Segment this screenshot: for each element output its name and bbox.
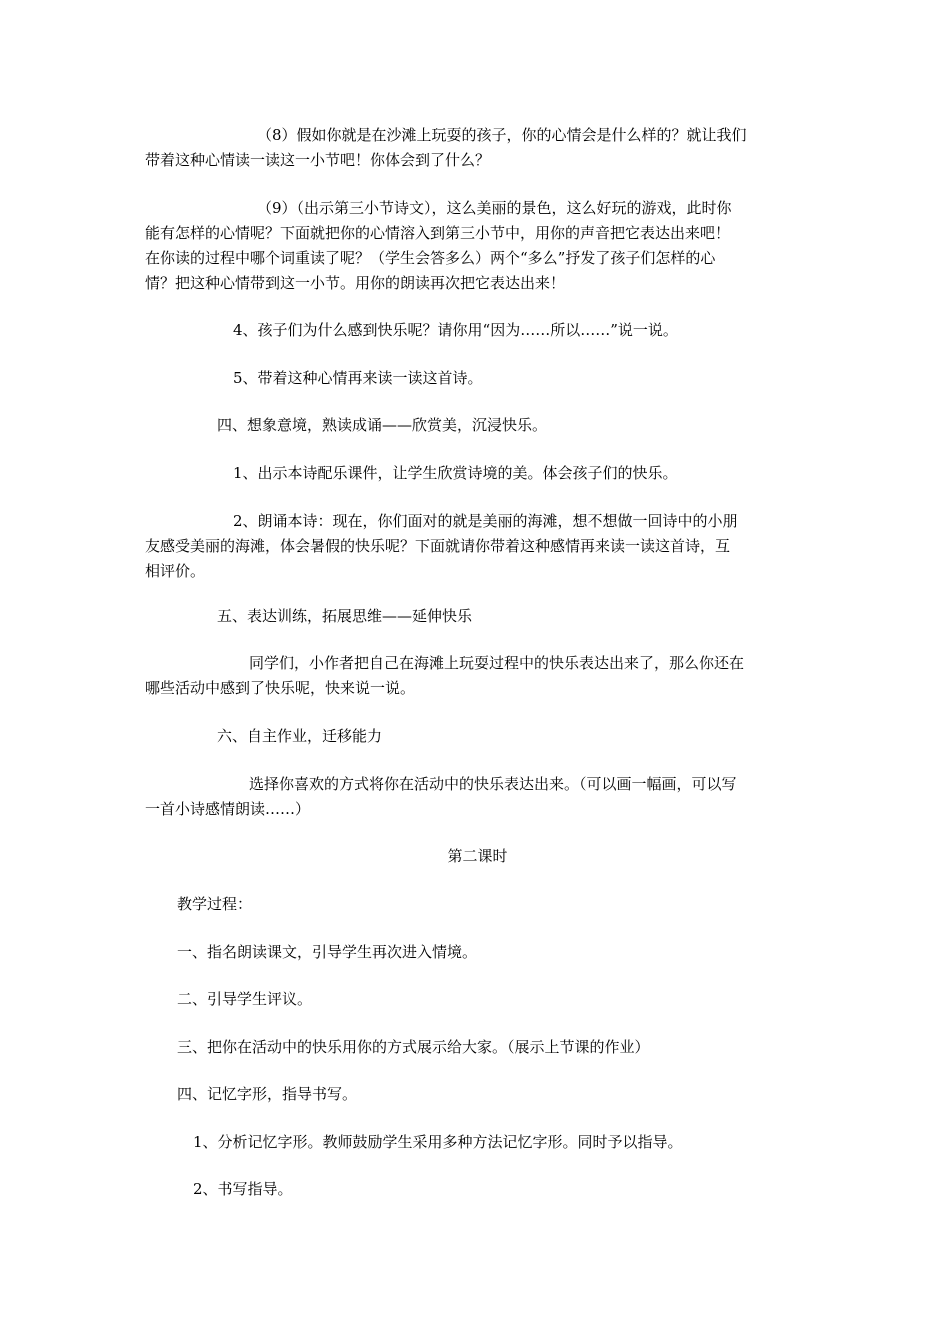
text-line: 1、出示本诗配乐课件，让学生欣赏诗境的美。体会孩子们的快乐。: [233, 464, 678, 482]
text-line: 四、记忆字形，指导书写。: [177, 1085, 358, 1103]
text-line: 在你读的过程中哪个词重读了呢？（学生会答多么）两个“多么”抒发了孩子们怎样的心: [145, 249, 716, 267]
item-4-1: [145, 461, 810, 486]
text-line: 六、自主作业，迁移能力: [217, 727, 383, 745]
text-line: （9）（出示第三小节诗文），这么美丽的景色，这么好玩的游戏，此时你: [257, 199, 732, 217]
text-line: 相评价。: [145, 562, 206, 580]
text-line: 2、朗诵本诗：现在，你们面对的就是美丽的海滩，想不想做一回诗中的小朋: [233, 512, 738, 530]
text-line: 哪些活动中感到了快乐呢，快来说一说。: [145, 679, 416, 697]
text-line: 带着这种心情读一读这一小节吧！你体会到了什么？: [145, 151, 491, 169]
text-line: 选择你喜欢的方式将你在活动中的快乐表达出来。（可以画一幅画，可以写: [249, 775, 737, 793]
lesson-step-3: [145, 1035, 810, 1060]
text-line: 一首小诗感情朗读……）: [145, 800, 311, 818]
section-heading-4: [145, 413, 810, 438]
text-line: 二、引导学生评议。: [177, 990, 313, 1008]
item-5: [145, 366, 810, 391]
paragraph-5-1: [145, 651, 810, 701]
text-line: 5、带着这种心情再来读一读这首诗。: [233, 369, 483, 387]
section-title: 第二课时: [447, 847, 508, 865]
lesson-step-4: [145, 1082, 810, 1107]
lesson-step-1: [145, 940, 810, 965]
text-line: 四、想象意境，熟读成诵——欣赏美，沉浸快乐。: [217, 416, 548, 434]
section-heading-5: [145, 604, 810, 629]
text-line: （8）假如你就是在沙滩上玩耍的孩子，你的心情会是什么样的？就让我们: [257, 126, 747, 144]
text-line: 五、表达训练，拓展思维——延伸快乐: [217, 607, 473, 625]
lesson-step-2: [145, 987, 810, 1012]
paragraph-9: [145, 196, 810, 296]
text-line: 教学过程：: [177, 895, 253, 913]
text-line: 友感受美丽的海滩，体会暑假的快乐呢？下面就请你带着这种感情再来读一读这首诗，互: [145, 537, 731, 555]
lesson-substep-2: [145, 1177, 810, 1202]
paragraph-6-1: [145, 772, 810, 822]
text-line: 2、书写指导。: [193, 1180, 293, 1198]
item-4: [145, 318, 810, 343]
text-line: 情？把这种心情带到这一小节。用你的朗读再次把它表达出来！: [145, 274, 566, 292]
paragraph-8: [145, 123, 810, 173]
item-4-2: [145, 509, 810, 584]
text-line: 一、指名朗读课文，引导学生再次进入情境。: [177, 943, 478, 961]
lesson-substep-1: [145, 1130, 810, 1155]
text-line: 同学们，小作者把自己在海滩上玩耍过程中的快乐表达出来了，那么你还在: [249, 654, 745, 672]
text-line: 4、孩子们为什么感到快乐呢？请你用“因为……所以……”说一说。: [233, 321, 678, 339]
teaching-process-label: [145, 892, 810, 917]
text-line: 能有怎样的心情呢？下面就把你的心情溶入到第三小节中，用你的声音把它表达出来吧！: [145, 224, 731, 242]
text-line: 三、把你在活动中的快乐用你的方式展示给大家。（展示上节课的作业）: [177, 1038, 650, 1056]
section-heading-6: [145, 724, 810, 749]
text-line: 1、分析记忆字形。教师鼓励学生采用多种方法记忆字形。同时予以指导。: [193, 1133, 683, 1151]
